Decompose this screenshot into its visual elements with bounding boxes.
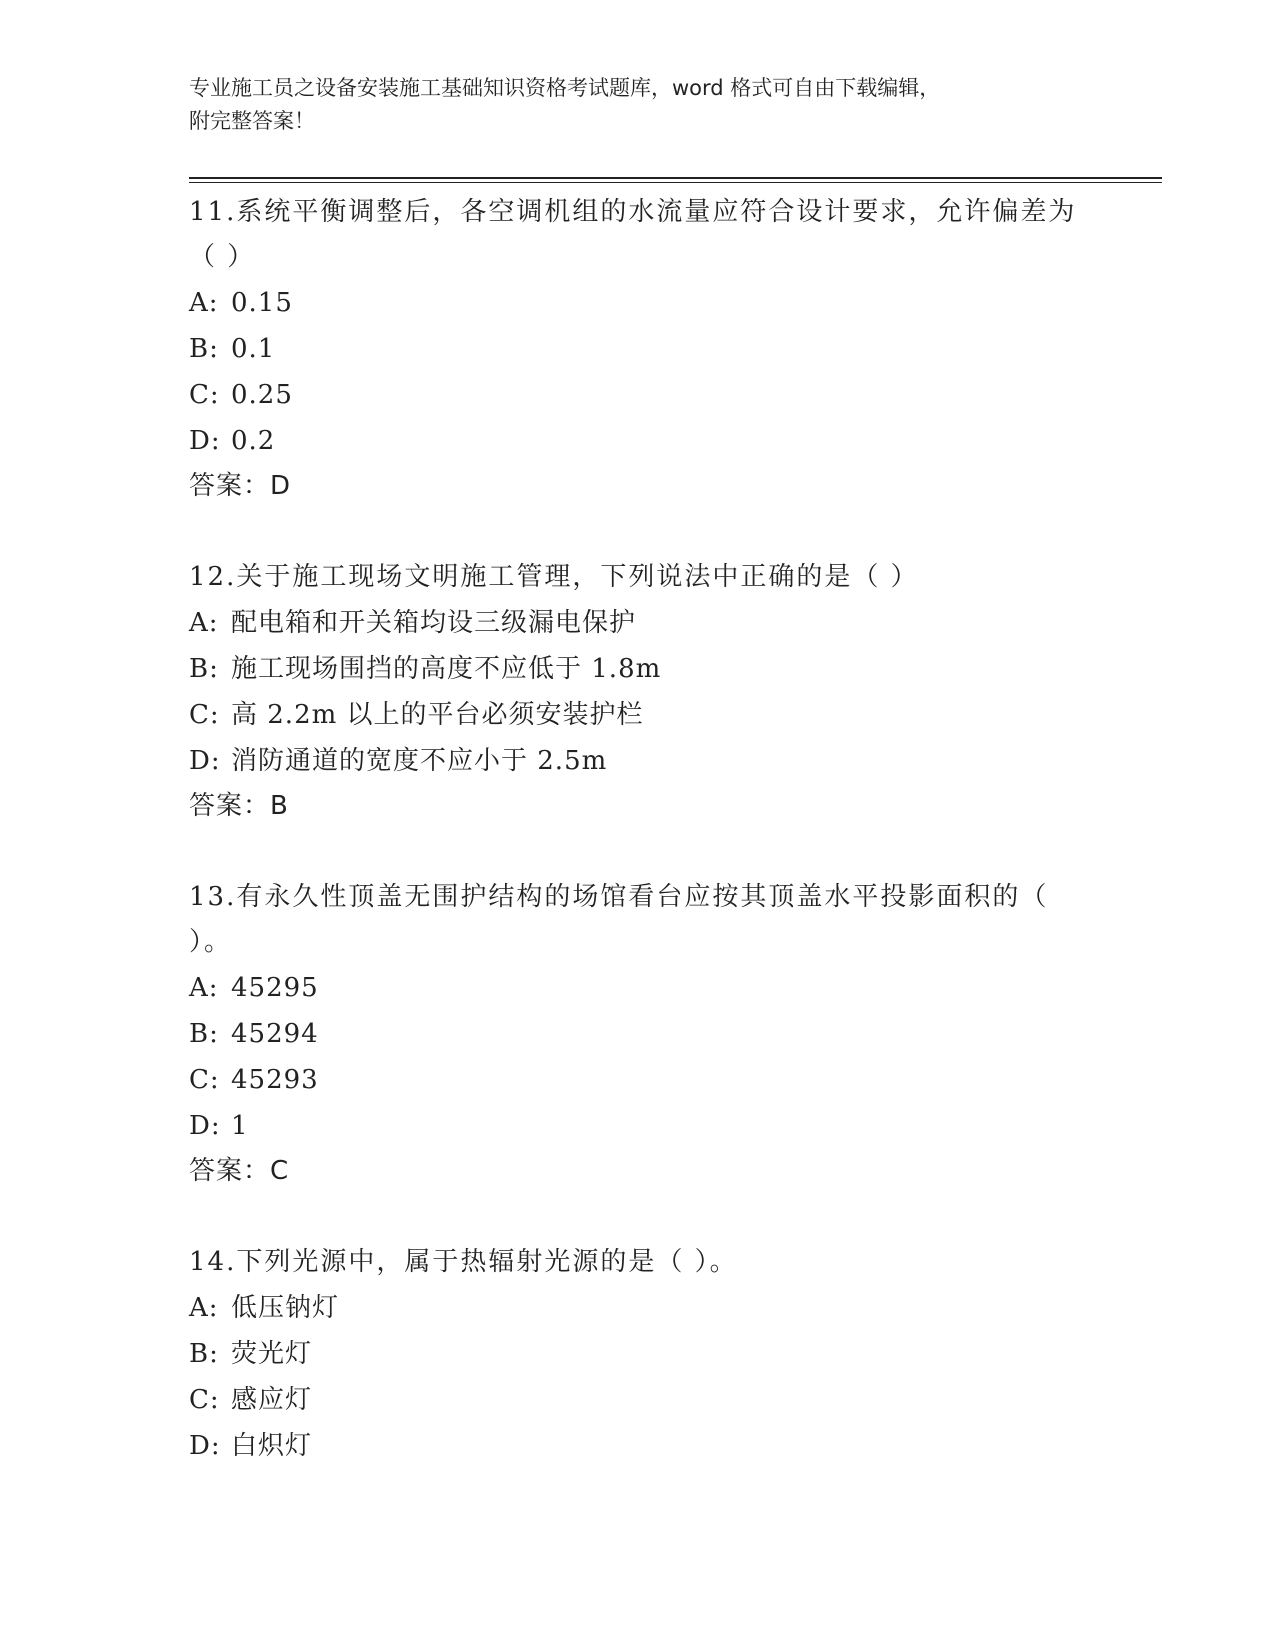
option-text: 45294 — [231, 1019, 319, 1049]
option-c — [189, 372, 1089, 418]
option-label: A: — [189, 973, 219, 1003]
question-14 — [189, 1240, 1089, 1469]
option-b — [189, 326, 1089, 372]
option-label: C: — [189, 1065, 220, 1095]
option-label: D: — [189, 426, 221, 456]
question-stem: 14.下列光源中，属于热辐射光源的是（ ）。 — [189, 1247, 738, 1277]
option-label: C: — [189, 700, 220, 730]
option-text: 感应灯 — [231, 1385, 313, 1415]
option-text: 消防通道的宽度不应小于 2.5m — [231, 746, 608, 776]
option-text: 高 2.2m 以上的平台必须安装护栏 — [231, 700, 644, 730]
option-a — [189, 280, 1089, 326]
option-d — [189, 1423, 1089, 1469]
question-stem: 12.关于施工现场文明施工管理，下列说法中正确的是（ ） — [189, 562, 919, 592]
option-c — [189, 692, 1089, 738]
option-label: C: — [189, 380, 220, 410]
option-label: B: — [189, 654, 219, 684]
option-b — [189, 1011, 1089, 1057]
option-label: B: — [189, 334, 219, 364]
option-b — [189, 646, 1089, 692]
question-13 — [189, 875, 1089, 1193]
header-line-2: 附完整答案！ — [189, 109, 315, 133]
option-label: D: — [189, 1431, 221, 1461]
option-d — [189, 738, 1089, 784]
option-text: 荧光灯 — [231, 1339, 313, 1369]
option-text: 白炽灯 — [231, 1431, 313, 1461]
question-stem: 13.有永久性顶盖无围护结构的场馆看台应按其顶盖水平投影面积的（ ）。 — [189, 882, 1049, 957]
option-label: D: — [189, 746, 221, 776]
document-header — [189, 72, 1069, 138]
question-stem: 11.系统平衡调整后，各空调机组的水流量应符合设计要求，允许偏差为（ ） — [189, 197, 1077, 272]
option-label: D: — [189, 1111, 221, 1141]
header-divider-thin — [189, 182, 1162, 183]
option-text: 45293 — [231, 1065, 319, 1095]
option-text: 45295 — [231, 973, 319, 1003]
option-text: 0.25 — [231, 380, 293, 410]
option-text: 1 — [231, 1111, 249, 1141]
option-label: A: — [189, 288, 219, 318]
option-c — [189, 1377, 1089, 1423]
header-line-1: 专业施工员之设备安装施工基础知识资格考试题库，word 格式可自由下载编辑， — [189, 76, 941, 100]
option-a — [189, 965, 1089, 1011]
option-text: 施工现场围挡的高度不应低于 1.8m — [231, 654, 662, 684]
question-11 — [189, 190, 1089, 508]
option-text: 0.15 — [231, 288, 293, 318]
answer: 答案：B — [189, 791, 289, 821]
answer: 答案：C — [189, 1156, 290, 1186]
option-label: A: — [189, 608, 219, 638]
question-12 — [189, 555, 1089, 828]
option-label: B: — [189, 1339, 219, 1369]
option-d — [189, 1103, 1089, 1149]
header-divider-thick — [189, 177, 1162, 179]
option-b — [189, 1331, 1089, 1377]
option-text: 0.2 — [231, 426, 276, 456]
option-text: 0.1 — [231, 334, 276, 364]
option-a — [189, 1285, 1089, 1331]
option-label: B: — [189, 1019, 219, 1049]
option-text: 配电箱和开关箱均设三级漏电保护 — [231, 608, 637, 638]
option-label: A: — [189, 1293, 219, 1323]
option-text: 低压钠灯 — [231, 1293, 340, 1323]
option-label: C: — [189, 1385, 220, 1415]
option-d — [189, 418, 1089, 464]
answer: 答案：D — [189, 471, 292, 501]
option-a — [189, 600, 1089, 646]
option-c — [189, 1057, 1089, 1103]
